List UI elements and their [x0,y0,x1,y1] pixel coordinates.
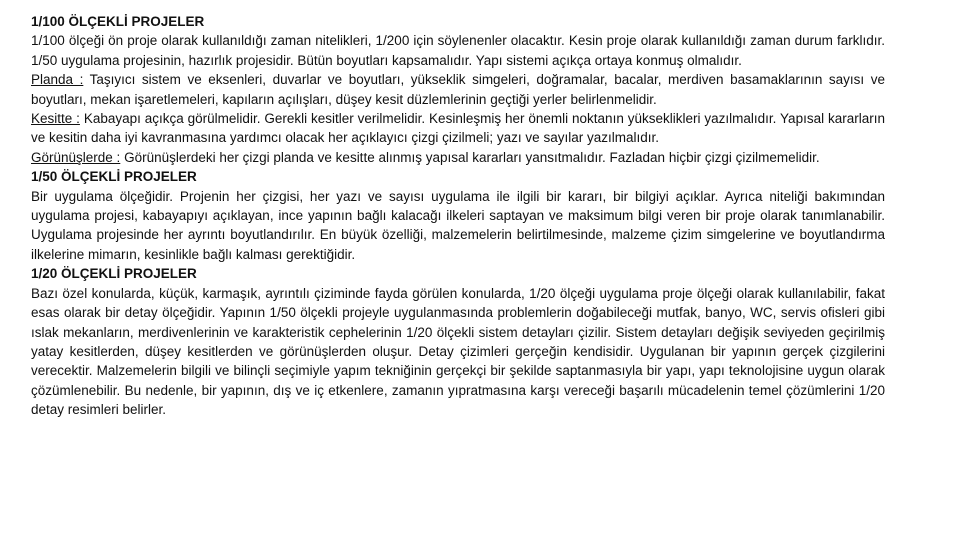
label-planda: Planda : [31,72,84,88]
label-gorunuslerde: Görünüşlerde : [31,149,121,165]
text-gorunuslerde: Görünüşlerdeki her çizgi planda ve kesitte alınmış yapısal kararları yansıtmalıdır. Fazladan hiçbir çizgi çizilmemelidir. [120,149,820,165]
heading-1-20: 1/20 ÖLÇEKLİ PROJELER [31,266,197,282]
paragraph-elevation [31,148,885,167]
heading-1-100: 1/100 ÖLÇEKLİ PROJELER [31,14,205,29]
paragraph-section [31,109,885,148]
text-kesitte: Kabayapı açıkça görülmelidir. Gerekli kesitler verilmelidir. Kesinleşmiş her önemli noktanın yükseklikleri yazılmalıdır. Yapısal kararların ve kesitin daha iyi kavranmasına yardımcı olacak her açıklayıcı çizgi çizilmeli; yazı ve sayılar yazılmalıdır. [31,111,885,146]
paragraph-1-20: Bazı özel konularda, küçük, karmaşık, ayrıntılı çiziminde fayda görülen konularda, 1/20 ölçeği uygulama proje ölçeği olarak kullanılabilir, fakat esas olarak bir detay ölçeğidir. Yapının 1/50 ölçekli projeyle uygulanmasında problemlerin doğabileceği mutfak, banyo, WC, servis ofisleri gibi ıslak mekanların, merdivenlerinin ve karakteristik cephelerinin 1/20 ölçekli sistem detayları çizilir. Sistem detayları değişik seviyeden geçirilmiş yatay kesitlerden, düşey kesitlerden ve görünüşlerden oluşur. Detay çizimleri gerçeğin kendisidir. Uygulanan bir yapının gerçek çizgilerini verecektir. Malzemelerin bilgili ve bilinçli seçimiyle yapım tekniğinin gerçekçi bir şekilde saptanmasıyla bir yapı, yapı teknolojisine uygun olarak çözümlenebilir. Bu nedenle, bir yapının, dış ve iç etkenlere, zamanın yıpratmasına karşı vereceği başarılı mücadelenin temel çözümlerini 1/20 detay resimleri belirler. [31,285,885,418]
paragraph-plan [31,70,885,109]
heading-1-50: 1/50 ÖLÇEKLİ PROJELER [31,169,197,185]
paragraph-1-50: Bir uygulama ölçeğidir. Projenin her çizgisi, her yazı ve sayısı uygulama ile ilgili bir kararı, bir bilgiyi açıklar. Ayrıca niteliği bakımından uygulama projesi, kabayapıyı açıklayan, ince yapının bağlı kalacağı ilkeleri saptayan ve maksimum bilgi veren bir proje olarak tanımlanabilir. Uygulama projesinde her ayrıntı boyutlandırılır. En büyük özelliği, malzemelerin belirtilmesinde, malzeme çizim simgelerine ve boyutlandırma ilkelerine mimarın, kesinlikle bağlı kalması gerektiğidir. [31,188,885,262]
label-kesitte: Kesitte : [31,111,80,127]
document-body [31,12,885,420]
paragraph-1-100-intro: 1/100 ölçeği ön proje olarak kullanıldığı zaman nitelikleri, 1/200 için söylenenler olacaktır. Kesin proje olarak kullanıldığı zaman durum farklıdır. 1/50 uygulama projesinin, hazırlık projesidir. Bütün boyutları kapsamalıdır. Yapı sistemi açıkça ortaya konmuş olmalıdır. [31,33,885,68]
text-planda: Taşıyıcı sistem ve eksenleri, duvarlar ve boyutları, yükseklik simgeleri, doğramalar, bacalar, merdiven basamaklarının sayısı ve boyutları, mekan işaretlemeleri, kapıların açılışları, düşey kesit düzlemlerinin geçtiği yerler belirlenmelidir. [31,72,885,107]
